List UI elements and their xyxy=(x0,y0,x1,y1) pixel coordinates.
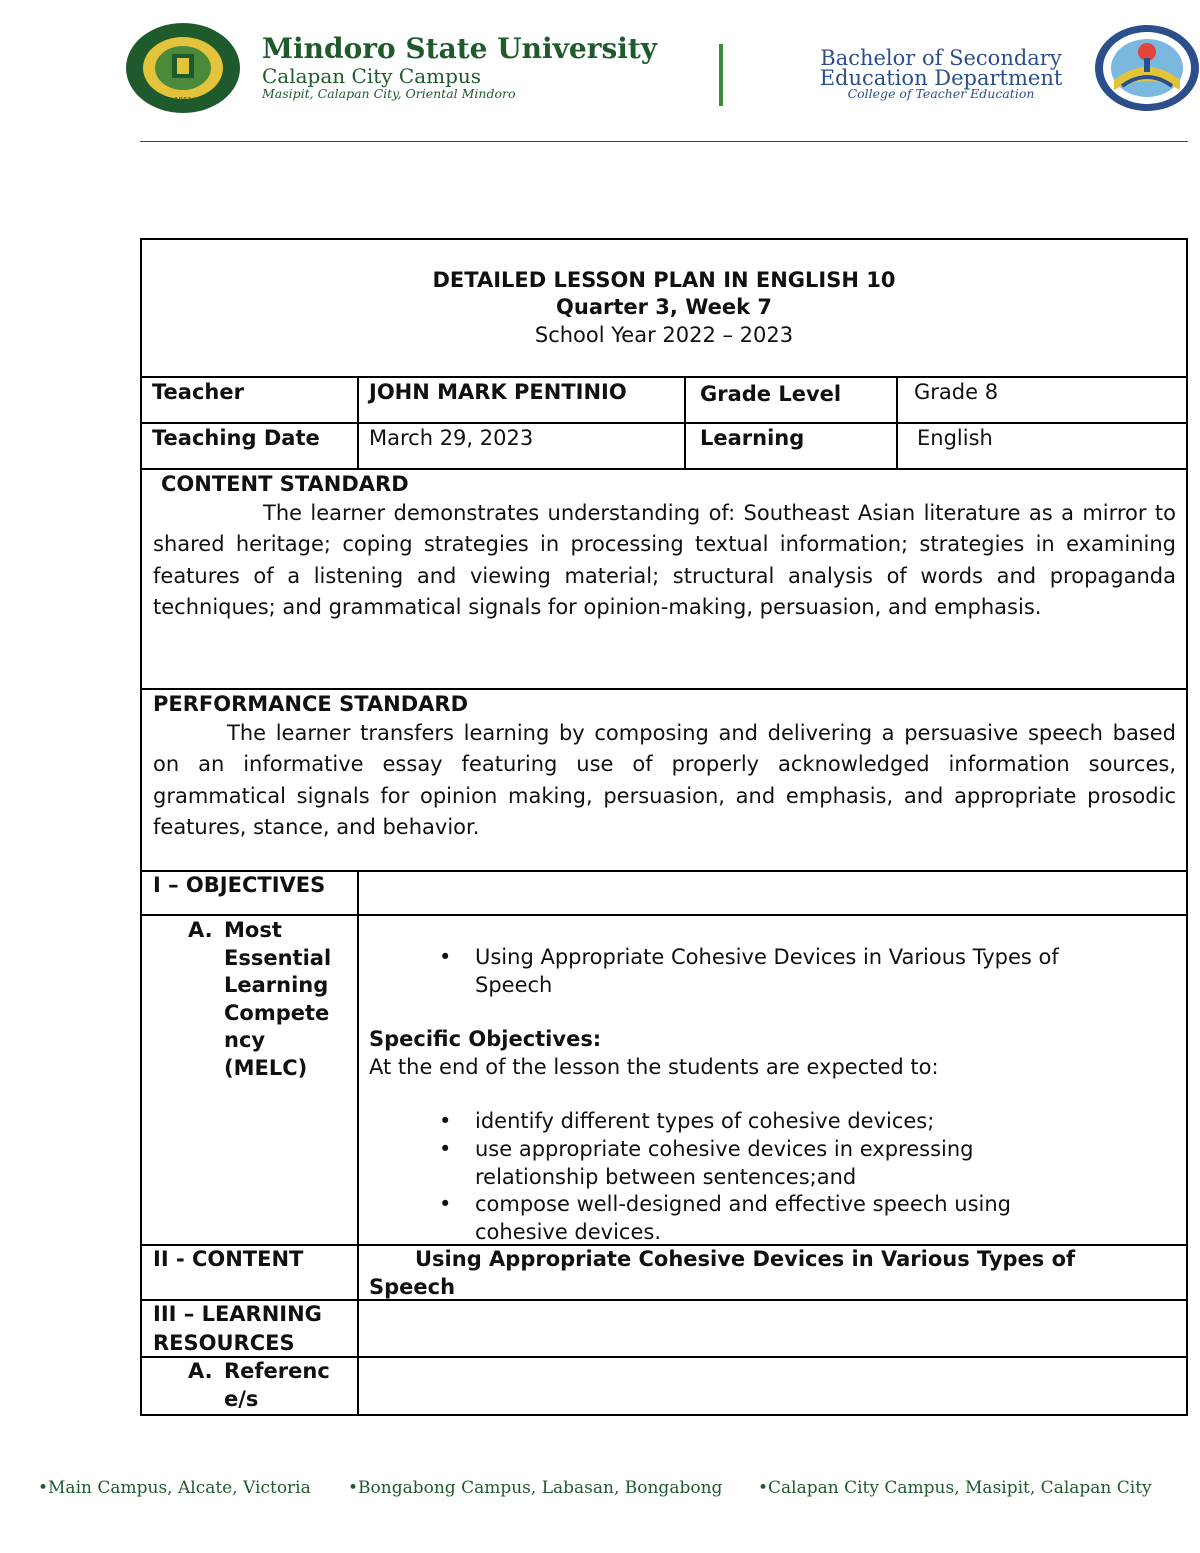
melc-label-line: Essential xyxy=(224,945,332,970)
learning-resources-row xyxy=(142,1301,1186,1358)
university-seal-logo xyxy=(124,22,242,114)
header-divider xyxy=(719,44,723,106)
learning-resources-label-line1: III – LEARNING xyxy=(153,1302,322,1326)
school-year: School Year 2022 – 2023 xyxy=(534,323,794,347)
department-name-line2: Education Department xyxy=(819,66,1063,90)
teacher-row xyxy=(142,378,1186,424)
references-label-line1: Referenc xyxy=(224,1359,330,1383)
melc-label-line: (MELC) xyxy=(224,1055,308,1080)
teacher-label: Teacher xyxy=(152,380,244,404)
department-name-line1: Bachelor of Secondary xyxy=(820,46,1062,70)
objective-item: • use appropriate cohesive devices in expressing xyxy=(475,1136,973,1164)
grade-level-value: Grade 8 xyxy=(914,380,999,404)
university-name: Mindoro State University xyxy=(262,32,658,65)
learning-resources-label-line2: RESOURCES xyxy=(153,1330,295,1355)
learning-area-value: English xyxy=(917,426,993,450)
melc-bullet-line: Speech xyxy=(475,972,553,997)
references-row xyxy=(142,1358,1186,1414)
references-label-prefix: A. xyxy=(188,1359,213,1383)
grade-level-label: Grade Level xyxy=(700,382,842,406)
melc-row xyxy=(142,916,1186,1246)
objective-item-cont: relationship between sentences;and xyxy=(475,1164,857,1189)
campus-address: Masipit, Calapan City, Oriental Mindoro xyxy=(262,86,516,101)
content-standard-heading: CONTENT STANDARD xyxy=(161,472,409,496)
letterhead xyxy=(0,0,1200,150)
performance-standard-text: The learner transfers learning by composing and delivering a persuasive speech based on an informative essay featuring use of properly acknowledged information sources, grammatical signals for opinion making, persuasion, and emphasis, and appropriate prosodic features, stance, and behavior. xyxy=(153,721,1176,839)
footer-campus: •Calapan City Campus, Masipit, Calapan City xyxy=(758,1478,1152,1498)
teaching-date-label: Teaching Date xyxy=(152,426,320,450)
lesson-plan-table xyxy=(140,238,1188,1416)
melc-label-prefix: A. xyxy=(188,918,213,942)
objectives-label: I – OBJECTIVES xyxy=(153,873,326,897)
footer-campus: •Main Campus, Alcate, Victoria xyxy=(38,1478,311,1498)
plan-title: DETAILED LESSON PLAN IN ENGLISH 10 xyxy=(432,268,896,292)
melc-label-line: Most xyxy=(224,918,282,942)
melc-label-line: Compete xyxy=(224,1000,330,1025)
objective-item: • identify different types of cohesive devices; xyxy=(475,1108,934,1136)
specific-objectives-intro: At the end of the lesson the students are expected to: xyxy=(369,1054,939,1079)
references-label-line2: e/s xyxy=(224,1386,259,1411)
footer-campus: •Bongabong Campus, Labasan, Bongabong xyxy=(348,1478,723,1498)
content-row xyxy=(142,1246,1186,1301)
teaching-date-row xyxy=(142,424,1186,470)
objective-item-cont: cohesive devices. xyxy=(475,1219,662,1244)
svg-text:1951: 1951 xyxy=(174,96,192,104)
plan-quarter: Quarter 3, Week 7 xyxy=(556,295,772,319)
teaching-date-value: March 29, 2023 xyxy=(369,426,534,450)
content-value-line1: Using Appropriate Cohesive Devices in Various Types of xyxy=(415,1247,1076,1271)
content-value-line2: Speech xyxy=(369,1274,456,1299)
header-rule xyxy=(140,141,1188,142)
teacher-name: JOHN MARK PENTINIO xyxy=(369,380,627,404)
plan-title-block xyxy=(142,240,1186,378)
performance-standard-heading: PERFORMANCE STANDARD xyxy=(153,692,468,716)
objectives-row xyxy=(142,872,1186,916)
melc-bullet-line: • Using Appropriate Cohesive Devices in Various Types of xyxy=(475,944,1059,972)
performance-standard-section xyxy=(142,690,1186,872)
campus-name: Calapan City Campus xyxy=(262,64,482,88)
objective-item: • compose well-designed and effective speech using xyxy=(475,1191,1011,1219)
melc-label-line: ncy xyxy=(224,1028,266,1052)
melc-label-line: Learning xyxy=(224,973,329,997)
specific-objectives-heading: Specific Objectives: xyxy=(369,1027,602,1051)
college-name: College of Teacher Education xyxy=(847,86,1035,101)
content-label: II - CONTENT xyxy=(153,1247,304,1271)
department-seal-logo xyxy=(1094,24,1200,112)
content-standard-section xyxy=(142,470,1186,690)
content-standard-text: The learner demonstrates understanding of: Southeast Asian literature as a mirror to shared heritage; coping strategies in processing textual information; strategies in examining features of a listening and viewing material; structural analysis of words and propaganda techniques; and grammatical signals for opinion-making, persuasion, and emphasis. xyxy=(153,501,1176,619)
learning-area-label: Learning xyxy=(700,426,805,450)
